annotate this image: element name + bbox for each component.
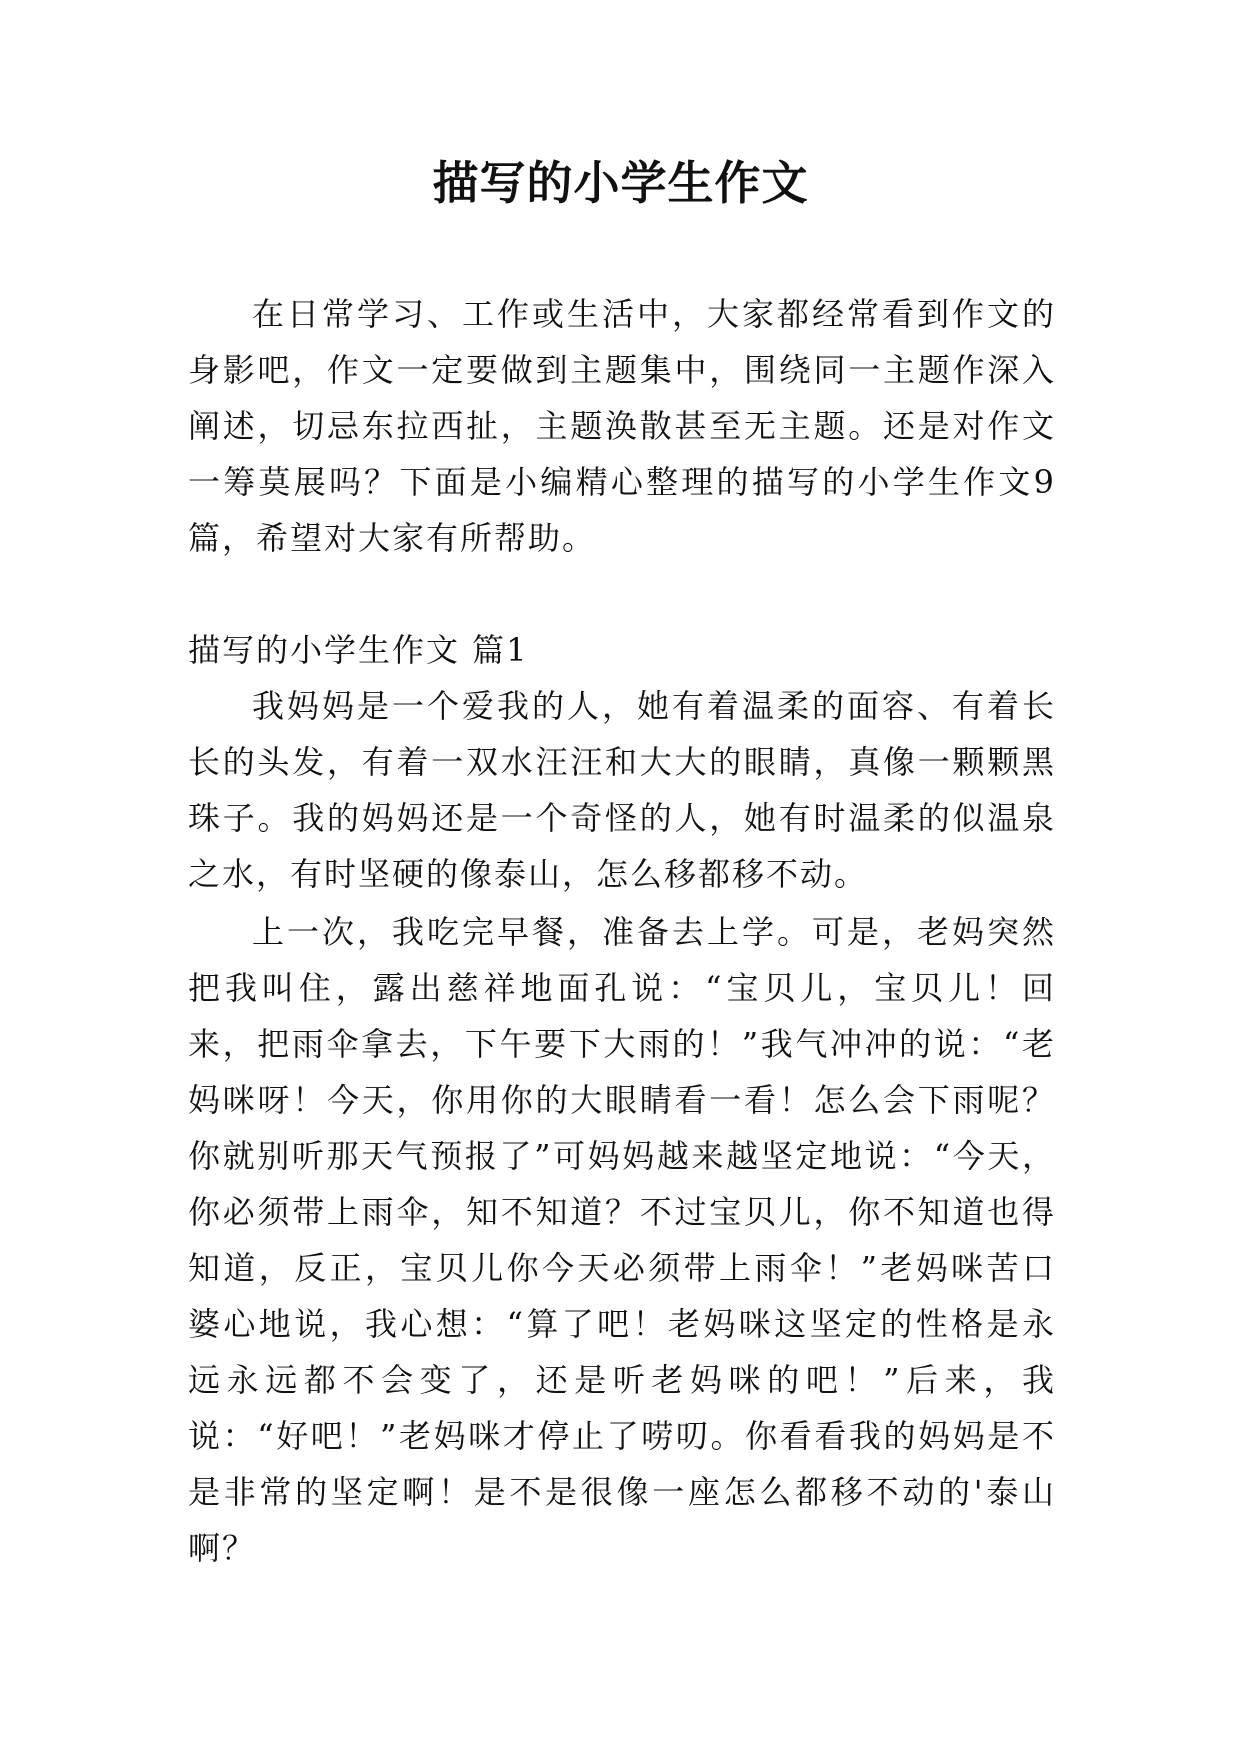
section-paragraph: 我妈妈是一个爱我的人，她有着温柔的面容、有着长长的头发，有着一双水汪汪和大大的眼睛，真像一颗颗黑珠子。我的妈妈还是一个奇怪的人，她有时温柔的似温泉之水，有时坚硬的像泰山，怎么移都移不动。 bbox=[188, 687, 1056, 893]
section-1 bbox=[188, 622, 1056, 1576]
section-paragraph: 上一次，我吃完早餐，准备去上学。可是，老妈突然把我叫住，露出慈祥地面孔说：“宝贝儿，宝贝儿！回来，把雨伞拿去，下午要下大雨的！”我气冲冲的说：“老妈咪呀！今天，你用你的大眼睛看一看！怎么会下雨呢？你就别听那天气预报了”可妈妈越来越坚定地说：“今天，你必须带上雨伞，知不知道？不过宝贝儿，你不知道也得知道，反正，宝贝儿你今天必须带上雨伞！”老妈咪苦口婆心地说，我心想：“算了吧！老妈咪这坚定的性格是永远永远都不会变了，还是听老妈咪的吧！”后来，我说：“好吧！”老妈咪才停止了唠叨。你看看我的妈妈是不是非常的坚定啊！是不是很像一座怎么都移不动的'泰山啊？ bbox=[188, 913, 1056, 1567]
section-heading: 描写的小学生作文 篇1 bbox=[188, 631, 529, 669]
document-body bbox=[188, 286, 1056, 1576]
document-title: 描写的小学生作文 bbox=[432, 156, 809, 210]
intro-paragraph: 在日常学习、工作或生活中，大家都经常看到作文的身影吧，作文一定要做到主题集中，围绕同一主题作深入阐述，切忌东拉西扯，主题涣散甚至无主题。还是对作文一筹莫展吗？下面是小编精心整理的描写的小学生作文9篇，希望对大家有所帮助。 bbox=[188, 295, 1056, 557]
